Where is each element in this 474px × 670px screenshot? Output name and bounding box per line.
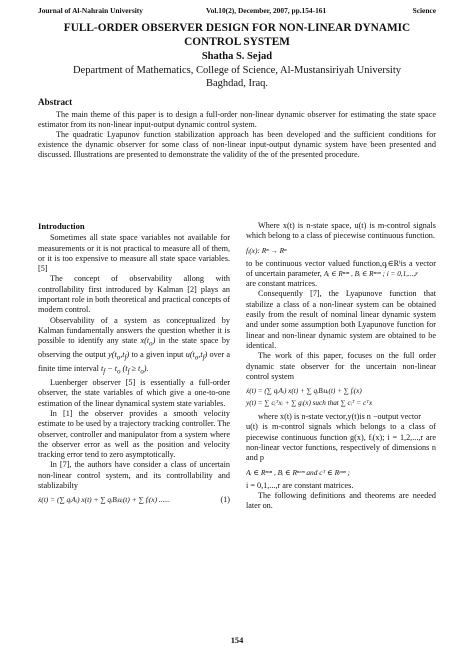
symbol-time-interval: $t_f - t_o$ $(t_f \ge t_o)$. (100, 364, 149, 376)
title-line-2: CONTROL SYSTEM (184, 35, 290, 48)
intro-p3-text-b: in the state space by observing the output (38, 336, 231, 360)
right-paragraph-2: Consequently [7], the Lyapunove function that stabilize a class of a non-linear system can be obtained easily from the result of nominal linear dynamic system and under some assumption both Lyapunove function for linear and non-linear dynamic system are obtained to be identical. (246, 289, 436, 350)
journal-section: Science (412, 6, 436, 15)
right-paragraph-4c: i = 0,1,...,r are constant matrices. (246, 480, 354, 490)
right-paragraph-4b: u(t) is m-control signals which belongs to a class of piecewise continuous function g(x), fᵢ(x); i = 1,2,...,r are non-linear vector functions, respectively of dimensions n and p (246, 422, 436, 463)
right-paragraph-3: The work of this paper, focuses on the full order dynamic state observer for the uncertain non-linear control system (246, 351, 436, 381)
intro-paragraph-1: Sometimes all state space variables not available for measurements or it is not practical to measure all of them, or it is too expensive to measure all state space variables.[5] (38, 233, 230, 274)
right-column (246, 221, 436, 512)
matrix-dimensions-1: Aᵢ ∈ Rⁿˣⁿ , Bᵢ ∈ Rⁿˣᵐ ; i = 0,1,...,r (323, 269, 418, 278)
abstract-body (38, 110, 436, 160)
symbol-y-t0-tf: $y(t_o,t_f)$ (108, 350, 130, 362)
right-paragraph-5: The following definitions and theorems are needed later on. (246, 490, 436, 511)
intro-paragraph-4: Luenberger observer [5] is essentially a full-order observer, the state variables of which give a one-to-one estimation of the linear dynamical system state variables. (38, 378, 230, 408)
abstract-heading: Abstract (38, 97, 73, 107)
right-paragraph-1b: to be continuous vector valued function,qᵢ∈Rⁱis a vector of uncertain parameter, Aᵢ ∈ Rⁿˣⁿ , Bᵢ ∈ Rⁿˣᵐ ; i = 0,1,...,r (246, 258, 436, 278)
paper-title (38, 22, 436, 49)
page-number: 154 (230, 636, 244, 645)
symbol-u-t0-tf: $u(t_o,t_f)$ (185, 350, 208, 362)
right-paragraph-4a: where x(t) is n-state vector,y(t)is n −output vector (258, 412, 421, 422)
matrix-dimensions-2: Aᵢ ∈ Rⁿˣⁿ , Bᵢ ∈ Rⁿˣᵐ and cᵀ ∈ Rᵖˣⁿ ; (246, 467, 350, 477)
intro-paragraph-5: In [1] the observer provides a smooth velocity estimate to be used by a trajectory tracking controller. The observer, controller and manipulator from a system where the observer error as well as the position and velocity tracking error tend to zero asymptotically. (38, 408, 230, 460)
left-column (38, 221, 230, 508)
author-name: Shatha S. Sejad (201, 51, 273, 62)
intro-paragraph-3 (38, 316, 230, 378)
equation-2 (246, 385, 436, 409)
affiliation-line-1: Department of Mathematics, College of Science, Al-Mustansiriyah University (72, 65, 402, 76)
intro-p3-text-c: to a given input (131, 350, 184, 360)
function-definition: fᵢ(x): Rⁿ → Rⁿ (246, 245, 287, 255)
right-paragraph-1a: Where x(t) is n-state space, u(t) is m-control signals which belong to a class of piecewise continuous function. (246, 221, 436, 241)
introduction-heading: Introduction (38, 221, 85, 231)
equation-1 (38, 494, 230, 505)
running-header (38, 6, 436, 20)
symbol-x-t0: $x(t_o)$ (140, 336, 156, 348)
abstract-paragraph-2: The quadratic Lyapunov function stabilization approach has been developed and the sufficient conditions for existence the dynamic observer for some class of non-linear input-output dynamic system have been presented and discussed. Illustrations are presented to demonstrate the validity of the of the presented procedure. (38, 130, 436, 160)
intro-paragraph-2: The concept of observability allong with controllability first introduced by Kalman [2] plays an important role in both theoretical and practical concepts of modern control. (38, 274, 230, 315)
abstract-paragraph-1: The main theme of this paper is to design a full-order non-linear dynamic observer for estimating the state space estimator from its non-linear input-output dynamic control system. (38, 110, 436, 130)
intro-p3-text-d: over a finite time interval (38, 350, 231, 374)
author-affiliation (38, 64, 436, 90)
intro-paragraph-6: In [7], the authors have consider a class of uncertain non-linear control system, and its controllability and stablizabilty (38, 460, 230, 491)
right-paragraph-1c: are constant matrices. (246, 279, 318, 289)
equation-2-line-1: ẋ(t) = (∑ qᵢAᵢ) x(t) + ∑ qᵢBᵢuᵢ(t) + ∑ fᵢ(x) (246, 387, 362, 396)
intro-p3-text-a: Observability of a system as conceptualized by Kalman fundamentally answers the question whether it is possible to identify any state (38, 315, 230, 346)
equation-2-line-2: y(t) = ∑ cᵢᵀxᵢ + ∑ gᵢ(x) such that ∑ cᵢᵀ = cᵀx (246, 399, 373, 408)
equation-1-number: (1) (220, 495, 230, 505)
journal-volume: Vol.10(2), December, 2007, pp.154-161 (206, 6, 327, 15)
journal-name: Journal of Al-Nahrain University (38, 6, 143, 15)
affiliation-line-2: Baghdad, Iraq. (205, 78, 269, 89)
equation-1-body: ẋ(t) = (∑ qᵢAᵢ) x(t) + ∑ qᵢBᵢuᵢ(t) + ∑ fᵢ(x) ...... (38, 495, 170, 505)
title-line-1: FULL-ORDER OBSERVER DESIGN FOR NON-LINEAR DYNAMIC (63, 22, 411, 34)
